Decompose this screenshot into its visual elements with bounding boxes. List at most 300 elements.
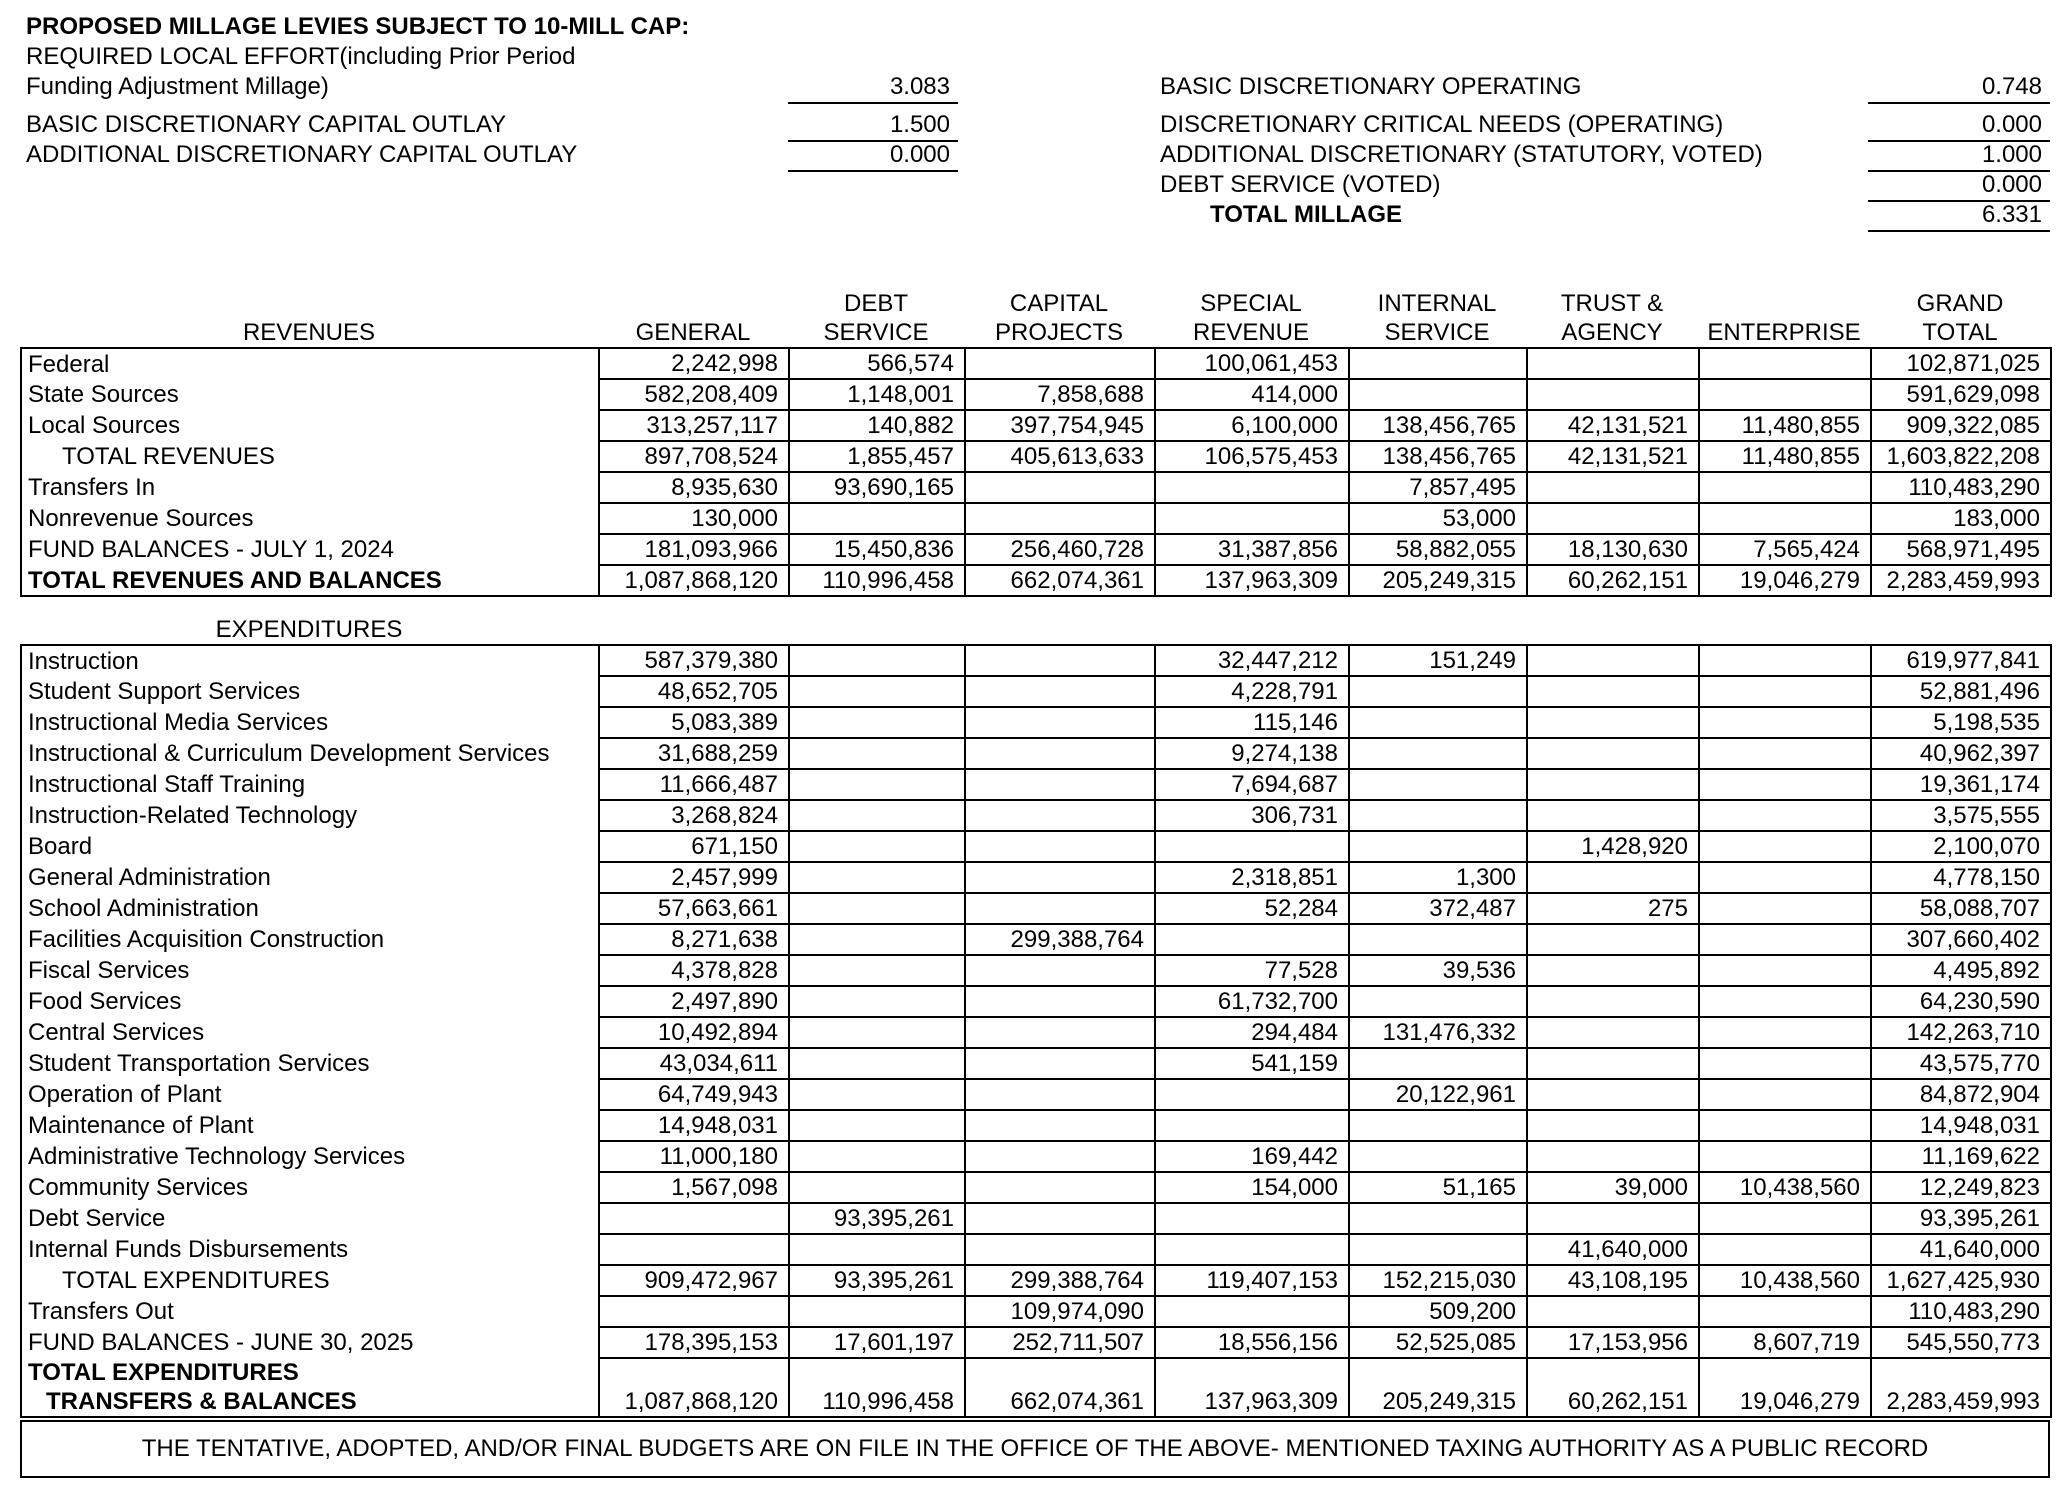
expenditures-row-label: Instructional Staff Training (21, 769, 599, 800)
revenues-cell: 7,857,495 (1349, 472, 1527, 503)
revenues-row-label: TOTAL REVENUES (21, 441, 599, 472)
revenues-cell: 93,690,165 (789, 472, 965, 503)
expenditures-cell: 151,249 (1349, 645, 1527, 676)
expenditures-row (21, 1172, 2051, 1203)
expenditures-cell (1699, 1079, 1871, 1110)
revenues-cell: 2,242,998 (599, 348, 789, 379)
revenues-cell: 106,575,453 (1155, 441, 1349, 472)
expenditures-cell: 4,228,791 (1155, 676, 1349, 707)
final-total-cell: 19,046,279 (1699, 1358, 1871, 1417)
final-total-cell: 205,249,315 (1349, 1358, 1527, 1417)
revenues-cell: 1,855,457 (789, 441, 965, 472)
expenditures-cell (965, 769, 1155, 800)
expenditures-row (21, 1234, 2051, 1265)
expenditures-cell: 2,457,999 (599, 862, 789, 893)
expenditures-cell (1155, 1079, 1349, 1110)
expenditures-cell (1699, 986, 1871, 1017)
expenditures-cell (1527, 645, 1699, 676)
expenditures-cell (1527, 1203, 1699, 1234)
expenditures-cell: 2,318,851 (1155, 862, 1349, 893)
expenditures-row (21, 1203, 2051, 1234)
expenditures-cell: 252,711,507 (965, 1327, 1155, 1358)
millage-label-critical-needs: DISCRETIONARY CRITICAL NEEDS (OPERATING) (1160, 111, 1724, 138)
expenditures-cell: 31,688,259 (599, 738, 789, 769)
expenditures-cell (965, 986, 1155, 1017)
revenues-cell: 53,000 (1349, 503, 1527, 534)
expenditures-cell (789, 1234, 965, 1265)
expenditures-cell (1527, 986, 1699, 1017)
expenditures-cell (789, 769, 965, 800)
expenditures-cell: 541,159 (1155, 1048, 1349, 1079)
expenditures-cell (1349, 1048, 1527, 1079)
expenditures-cell: 3,575,555 (1871, 800, 2051, 831)
expenditures-cell: 57,663,661 (599, 893, 789, 924)
col-head-special-line2: REVENUE (1192, 319, 1310, 346)
expenditures-cell (789, 707, 965, 738)
revenues-cell: 256,460,728 (965, 534, 1155, 565)
expenditures-cell: 4,495,892 (1871, 955, 2051, 986)
expenditures-cell: 671,150 (599, 831, 789, 862)
expenditures-cell: 5,083,389 (599, 707, 789, 738)
expenditures-cell: 299,388,764 (965, 924, 1155, 955)
revenues-cell (1155, 472, 1349, 503)
revenues-cell (1527, 379, 1699, 410)
expenditures-cell (789, 862, 965, 893)
expenditures-cell: 17,601,197 (789, 1327, 965, 1358)
expenditures-cell (965, 1017, 1155, 1048)
expenditures-cell: 43,108,195 (1527, 1265, 1699, 1296)
revenues-cell: 662,074,361 (965, 565, 1155, 596)
final-total-cell: 137,963,309 (1155, 1358, 1349, 1417)
revenues-cell: 7,565,424 (1699, 534, 1871, 565)
revenues-cell: 18,130,630 (1527, 534, 1699, 565)
revenues-cell: 397,754,945 (965, 410, 1155, 441)
col-head-internal-line1: INTERNAL (1377, 290, 1497, 317)
revenues-heading: REVENUES (242, 319, 376, 346)
revenues-cell: 42,131,521 (1527, 410, 1699, 441)
col-head-capital-line2: PROJECTS (994, 319, 1123, 346)
expenditures-cell (789, 924, 965, 955)
col-head-enterprise: ENTERPRISE (1707, 319, 1861, 346)
expenditures-cell: 3,268,824 (599, 800, 789, 831)
expenditures-cell (1699, 924, 1871, 955)
revenues-cell: 8,935,630 (599, 472, 789, 503)
expenditures-cell (789, 955, 965, 986)
millage-total-value: 6.331 (1868, 200, 2050, 232)
expenditures-cell (1527, 862, 1699, 893)
expenditures-table (20, 644, 2052, 1418)
expenditures-cell: 61,732,700 (1155, 986, 1349, 1017)
revenues-row-label: Transfers In (21, 472, 599, 503)
expenditures-row (21, 769, 2051, 800)
expenditures-cell: 1,567,098 (599, 1172, 789, 1203)
expenditures-cell (1527, 924, 1699, 955)
expenditures-cell: 10,438,560 (1699, 1172, 1871, 1203)
revenues-row-label: TOTAL REVENUES AND BALANCES (21, 565, 599, 596)
expenditures-row (21, 738, 2051, 769)
expenditures-cell (1699, 831, 1871, 862)
expenditures-cell (1527, 1110, 1699, 1141)
expenditures-row-label: Instructional & Curriculum Development Services (21, 738, 599, 769)
expenditures-cell (1699, 893, 1871, 924)
expenditures-cell (789, 800, 965, 831)
expenditures-row (21, 676, 2051, 707)
expenditures-cell: 306,731 (1155, 800, 1349, 831)
expenditures-cell: 64,230,590 (1871, 986, 2051, 1017)
expenditures-cell: 294,484 (1155, 1017, 1349, 1048)
expenditures-cell (1699, 769, 1871, 800)
revenues-row (21, 410, 2051, 441)
revenues-cell (1699, 503, 1871, 534)
expenditures-cell (1699, 1141, 1871, 1172)
revenues-row (21, 472, 2051, 503)
expenditures-cell: 52,525,085 (1349, 1327, 1527, 1358)
millage-value-debt-service: 0.000 (1868, 170, 2050, 202)
expenditures-cell (965, 645, 1155, 676)
expenditures-cell (1155, 1234, 1349, 1265)
expenditures-cell: 154,000 (1155, 1172, 1349, 1203)
expenditures-cell (1699, 738, 1871, 769)
expenditures-cell (965, 831, 1155, 862)
revenues-cell: 58,882,055 (1349, 534, 1527, 565)
expenditures-row (21, 831, 2051, 862)
revenues-row (21, 534, 2051, 565)
revenues-cell (1527, 503, 1699, 534)
expenditures-cell (965, 676, 1155, 707)
expenditures-row (21, 986, 2051, 1017)
millage-value-critical-needs: 0.000 (1868, 110, 2050, 142)
expenditures-cell (965, 1172, 1155, 1203)
millage-value-additional-capital-outlay: 0.000 (788, 140, 958, 172)
expenditures-cell: 39,000 (1527, 1172, 1699, 1203)
expenditures-cell (1527, 738, 1699, 769)
expenditures-row-label: Operation of Plant (21, 1079, 599, 1110)
expenditures-cell: 587,379,380 (599, 645, 789, 676)
millage-label-basic-capital-outlay: BASIC DISCRETIONARY CAPITAL OUTLAY (26, 111, 507, 138)
expenditures-cell (789, 676, 965, 707)
expenditures-cell (965, 955, 1155, 986)
expenditures-cell (789, 1079, 965, 1110)
revenues-cell: 414,000 (1155, 379, 1349, 410)
expenditures-cell (599, 1234, 789, 1265)
expenditures-cell (1349, 924, 1527, 955)
expenditures-cell (1699, 1017, 1871, 1048)
expenditures-cell (1699, 800, 1871, 831)
final-total-row (21, 1358, 2051, 1387)
expenditures-cell: 93,395,261 (789, 1203, 965, 1234)
expenditures-row-label: Fiscal Services (21, 955, 599, 986)
expenditures-cell (1155, 924, 1349, 955)
expenditures-row-label: School Administration (21, 893, 599, 924)
revenues-cell: 909,322,085 (1871, 410, 2051, 441)
expenditures-cell (1699, 1234, 1871, 1265)
millage-label-required-local-effort-line2: Funding Adjustment Millage) (26, 73, 329, 100)
revenues-cell: 6,100,000 (1155, 410, 1349, 441)
revenues-row-label: FUND BALANCES - JULY 1, 2024 (21, 534, 599, 565)
expenditures-cell: 14,948,031 (599, 1110, 789, 1141)
revenues-row (21, 348, 2051, 379)
expenditures-cell (789, 1048, 965, 1079)
revenues-table (20, 347, 2052, 597)
revenues-cell: 1,148,001 (789, 379, 965, 410)
expenditures-cell: 41,640,000 (1871, 1234, 2051, 1265)
expenditures-cell (1155, 831, 1349, 862)
expenditures-cell (1699, 955, 1871, 986)
revenues-cell: 183,000 (1871, 503, 2051, 534)
expenditures-cell (789, 1141, 965, 1172)
revenues-cell: 60,262,151 (1527, 565, 1699, 596)
expenditures-cell (1349, 707, 1527, 738)
revenues-cell: 2,283,459,993 (1871, 565, 2051, 596)
final-total-cell: 1,087,868,120 (599, 1358, 789, 1417)
expenditures-cell (965, 1048, 1155, 1079)
expenditures-cell: 299,388,764 (965, 1265, 1155, 1296)
expenditures-cell: 14,948,031 (1871, 1110, 2051, 1141)
expenditures-cell: 909,472,967 (599, 1265, 789, 1296)
expenditures-cell (1699, 707, 1871, 738)
revenues-cell (965, 348, 1155, 379)
expenditures-cell (1527, 769, 1699, 800)
expenditures-heading: EXPENDITURES (215, 616, 403, 643)
expenditures-cell: 48,652,705 (599, 676, 789, 707)
expenditures-cell: 93,395,261 (1871, 1203, 2051, 1234)
expenditures-row-label: Student Transportation Services (21, 1048, 599, 1079)
expenditures-cell (1527, 1017, 1699, 1048)
expenditures-cell: 20,122,961 (1349, 1079, 1527, 1110)
col-head-internal-line2: SERVICE (1384, 319, 1490, 346)
millage-label-required-local-effort: REQUIRED LOCAL EFFORT(including Prior Period (26, 43, 576, 70)
revenues-cell: 405,613,633 (965, 441, 1155, 472)
expenditures-cell: 93,395,261 (789, 1265, 965, 1296)
revenues-cell: 138,456,765 (1349, 410, 1527, 441)
expenditures-cell (1155, 1296, 1349, 1327)
expenditures-cell (599, 1296, 789, 1327)
expenditures-cell (1527, 800, 1699, 831)
expenditures-row (21, 707, 2051, 738)
revenues-cell (1349, 348, 1527, 379)
expenditures-row-label: Facilities Acquisition Construction (21, 924, 599, 955)
millage-value-required-local-effort: 3.083 (788, 72, 958, 104)
expenditures-cell (965, 1110, 1155, 1141)
revenues-cell: 205,249,315 (1349, 565, 1527, 596)
expenditures-cell: 1,428,920 (1527, 831, 1699, 862)
expenditures-row (21, 1141, 2051, 1172)
millage-label-debt-service: DEBT SERVICE (VOTED) (1160, 171, 1441, 198)
expenditures-cell: 52,284 (1155, 893, 1349, 924)
expenditures-row-label: Transfers Out (21, 1296, 599, 1327)
expenditures-row (21, 800, 2051, 831)
revenues-row (21, 379, 2051, 410)
revenues-row-label: State Sources (21, 379, 599, 410)
revenues-cell (1527, 472, 1699, 503)
expenditures-row-label: Debt Service (21, 1203, 599, 1234)
expenditures-row-label: Maintenance of Plant (21, 1110, 599, 1141)
expenditures-cell (1349, 1234, 1527, 1265)
revenues-cell: 100,061,453 (1155, 348, 1349, 379)
final-total-cell: 2,283,459,993 (1871, 1358, 2051, 1417)
expenditures-cell (789, 893, 965, 924)
expenditures-cell: 77,528 (1155, 955, 1349, 986)
expenditures-cell (1349, 831, 1527, 862)
expenditures-cell: 152,215,030 (1349, 1265, 1527, 1296)
expenditures-row-label: Instruction-Related Technology (21, 800, 599, 831)
revenues-cell (1699, 379, 1871, 410)
col-head-grand-line2: TOTAL (1922, 319, 1998, 346)
revenues-cell: 1,087,868,120 (599, 565, 789, 596)
expenditures-cell: 84,872,904 (1871, 1079, 2051, 1110)
expenditures-cell: 8,607,719 (1699, 1327, 1871, 1358)
revenues-cell (1349, 379, 1527, 410)
expenditures-cell (1699, 1296, 1871, 1327)
revenues-row (21, 441, 2051, 472)
col-head-grand-line1: GRAND (1916, 290, 2004, 317)
expenditures-cell: 9,274,138 (1155, 738, 1349, 769)
expenditures-row-label: Instruction (21, 645, 599, 676)
expenditures-cell: 307,660,402 (1871, 924, 2051, 955)
final-total-cell: 60,262,151 (1527, 1358, 1699, 1417)
revenues-cell: 313,257,117 (599, 410, 789, 441)
revenues-cell: 19,046,279 (1699, 565, 1871, 596)
expenditures-cell: 10,438,560 (1699, 1265, 1871, 1296)
revenues-cell: 140,882 (789, 410, 965, 441)
revenues-cell: 591,629,098 (1871, 379, 2051, 410)
millage-label-additional-capital-outlay: ADDITIONAL DISCRETIONARY CAPITAL OUTLAY (26, 141, 578, 168)
expenditures-cell (965, 707, 1155, 738)
expenditures-row-label: FUND BALANCES - JUNE 30, 2025 (21, 1327, 599, 1358)
expenditures-cell: 619,977,841 (1871, 645, 2051, 676)
expenditures-cell (1349, 676, 1527, 707)
expenditures-cell: 275 (1527, 893, 1699, 924)
revenues-cell: 137,963,309 (1155, 565, 1349, 596)
expenditures-row-label: Board (21, 831, 599, 862)
expenditures-cell (1527, 1141, 1699, 1172)
expenditures-cell (965, 893, 1155, 924)
expenditures-cell: 43,575,770 (1871, 1048, 2051, 1079)
revenues-row-label: Local Sources (21, 410, 599, 441)
millage-total-label: TOTAL MILLAGE (1210, 201, 1402, 228)
expenditures-row-label: Central Services (21, 1017, 599, 1048)
revenues-cell (789, 503, 965, 534)
expenditures-cell: 1,627,425,930 (1871, 1265, 2051, 1296)
revenues-cell: 568,971,495 (1871, 534, 2051, 565)
expenditures-cell: 39,536 (1349, 955, 1527, 986)
expenditures-row (21, 1296, 2051, 1327)
expenditures-cell (965, 1079, 1155, 1110)
expenditures-row-label: General Administration (21, 862, 599, 893)
expenditures-cell (965, 800, 1155, 831)
expenditures-cell (1527, 1296, 1699, 1327)
expenditures-cell (1349, 738, 1527, 769)
revenues-cell: 110,996,458 (789, 565, 965, 596)
expenditures-cell: 5,198,535 (1871, 707, 2051, 738)
expenditures-row-label: Administrative Technology Services (21, 1141, 599, 1172)
expenditures-row-label: Instructional Media Services (21, 707, 599, 738)
expenditures-cell (1349, 1203, 1527, 1234)
expenditures-cell: 115,146 (1155, 707, 1349, 738)
expenditures-cell: 51,165 (1349, 1172, 1527, 1203)
expenditures-cell: 4,778,150 (1871, 862, 2051, 893)
expenditures-cell: 58,088,707 (1871, 893, 2051, 924)
revenues-row-label: Federal (21, 348, 599, 379)
expenditures-cell (1527, 676, 1699, 707)
expenditures-cell: 11,666,487 (599, 769, 789, 800)
revenues-row (21, 503, 2051, 534)
expenditures-row (21, 1048, 2051, 1079)
col-head-general: GENERAL (635, 319, 751, 346)
final-total-cell: 662,074,361 (965, 1358, 1155, 1417)
expenditures-cell (965, 738, 1155, 769)
col-head-debt-line2: SERVICE (823, 319, 929, 346)
revenues-cell (965, 472, 1155, 503)
expenditures-cell (789, 1172, 965, 1203)
millage-heading: PROPOSED MILLAGE LEVIES SUBJECT TO 10-MILL CAP: (26, 13, 690, 40)
expenditures-cell (1527, 707, 1699, 738)
expenditures-row (21, 955, 2051, 986)
expenditures-cell: 372,487 (1349, 893, 1527, 924)
revenues-cell (965, 503, 1155, 534)
expenditures-cell: 11,169,622 (1871, 1141, 2051, 1172)
revenues-cell (1155, 503, 1349, 534)
final-total-label-line2: TRANSFERS & BALANCES (21, 1387, 599, 1417)
expenditures-cell (1155, 1110, 1349, 1141)
expenditures-cell (1699, 645, 1871, 676)
expenditures-cell: 4,378,828 (599, 955, 789, 986)
revenues-cell: 582,208,409 (599, 379, 789, 410)
expenditures-cell: 64,749,943 (599, 1079, 789, 1110)
expenditures-cell (789, 1110, 965, 1141)
expenditures-cell (1349, 1141, 1527, 1172)
expenditures-row (21, 645, 2051, 676)
revenues-cell: 130,000 (599, 503, 789, 534)
expenditures-cell (1527, 1048, 1699, 1079)
expenditures-cell (1155, 1203, 1349, 1234)
expenditures-cell (1527, 1079, 1699, 1110)
millage-label-additional-discretionary: ADDITIONAL DISCRETIONARY (STATUTORY, VOTED) (1160, 141, 1763, 168)
expenditures-row-label: TOTAL EXPENDITURES (21, 1265, 599, 1296)
expenditures-cell: 41,640,000 (1527, 1234, 1699, 1265)
expenditures-cell (1349, 800, 1527, 831)
col-head-trust-line2: AGENCY (1561, 319, 1663, 346)
expenditures-cell (1699, 1110, 1871, 1141)
expenditures-cell: 2,497,890 (599, 986, 789, 1017)
revenues-cell: 566,574 (789, 348, 965, 379)
expenditures-row (21, 924, 2051, 955)
expenditures-cell: 142,263,710 (1871, 1017, 2051, 1048)
expenditures-cell (965, 1234, 1155, 1265)
expenditures-cell: 12,249,823 (1871, 1172, 2051, 1203)
expenditures-cell (789, 986, 965, 1017)
revenues-cell (1699, 472, 1871, 503)
millage-value-basic-operating: 0.748 (1868, 72, 2050, 104)
expenditures-cell (789, 831, 965, 862)
revenues-cell: 15,450,836 (789, 534, 965, 565)
revenues-row-label: Nonrevenue Sources (21, 503, 599, 534)
col-head-capital-line1: CAPITAL (1009, 290, 1109, 317)
expenditures-row-label: Community Services (21, 1172, 599, 1203)
expenditures-cell (1699, 676, 1871, 707)
expenditures-cell: 1,300 (1349, 862, 1527, 893)
revenues-cell: 11,480,855 (1699, 410, 1871, 441)
expenditures-cell: 110,483,290 (1871, 1296, 2051, 1327)
expenditures-row-label: Food Services (21, 986, 599, 1017)
expenditures-cell: 8,271,638 (599, 924, 789, 955)
revenues-row (21, 565, 2051, 596)
millage-value-basic-capital-outlay: 1.500 (788, 110, 958, 142)
expenditures-cell (1699, 862, 1871, 893)
expenditures-cell (789, 645, 965, 676)
col-head-special-line1: SPECIAL (1200, 290, 1302, 317)
expenditures-cell (965, 1141, 1155, 1172)
